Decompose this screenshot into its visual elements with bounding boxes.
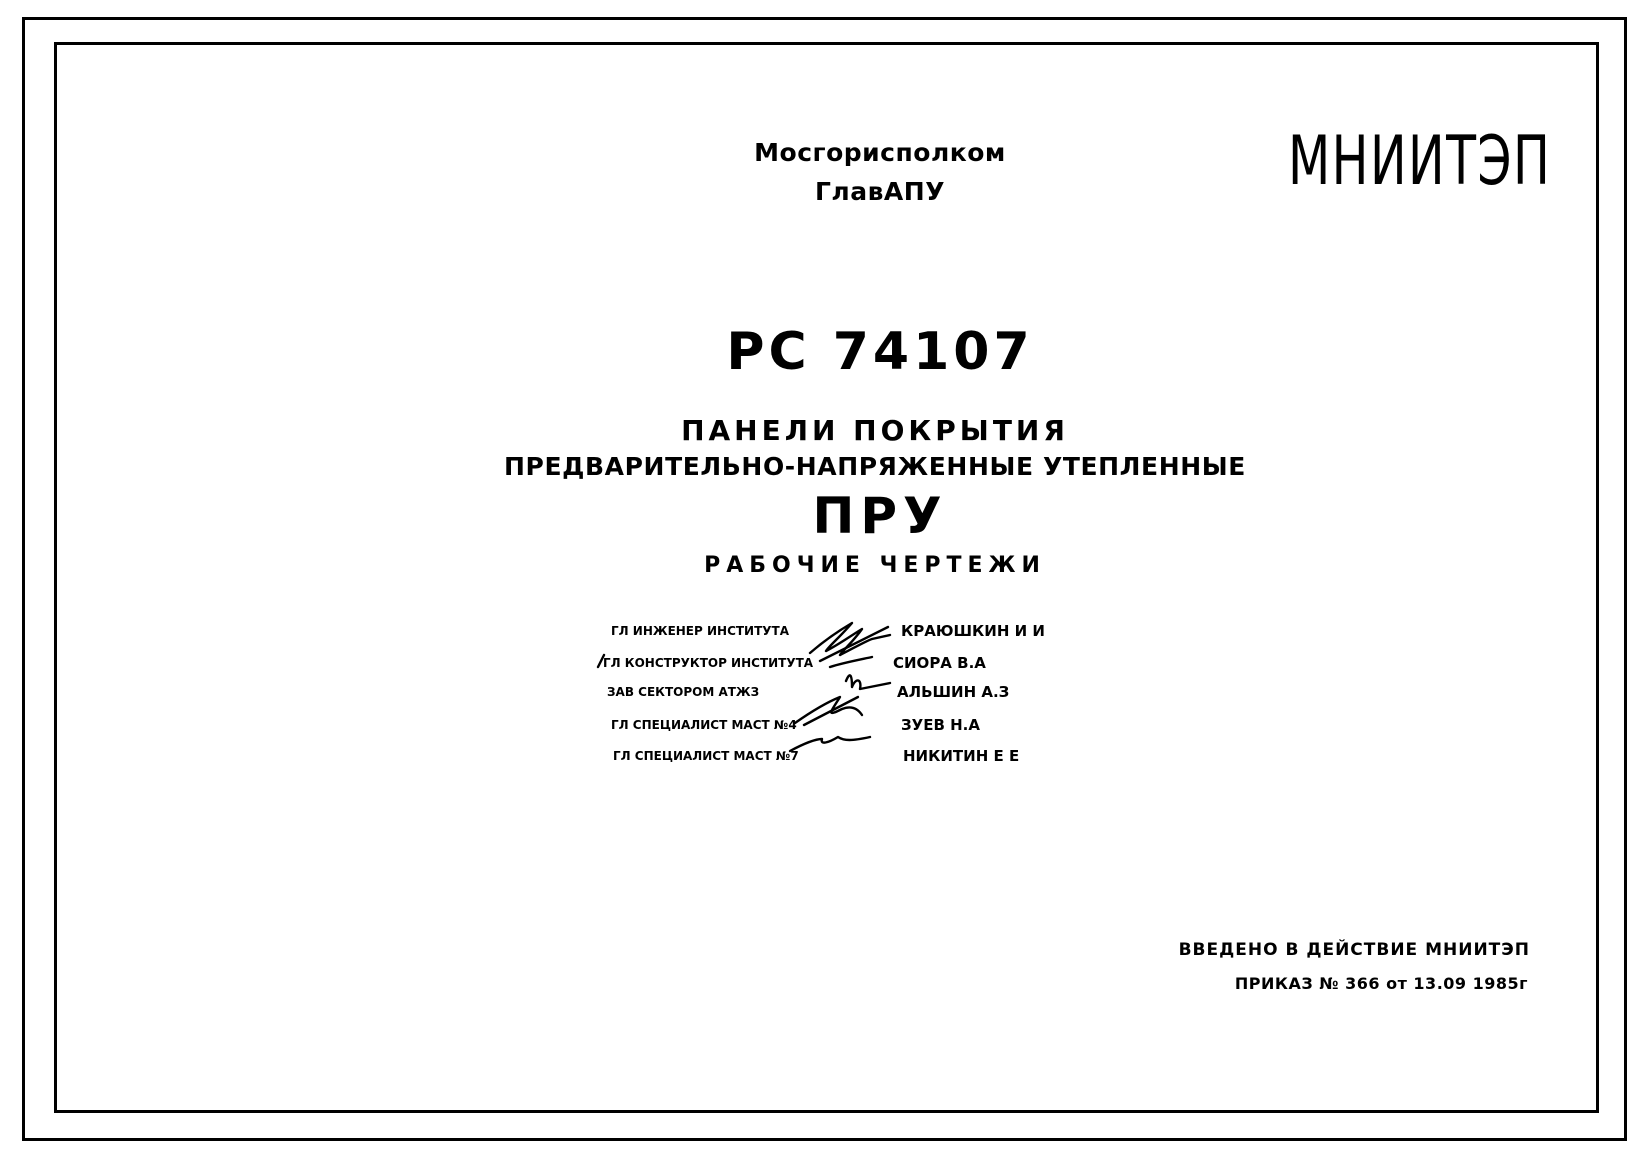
signature-role: ГЛ ИНЖЕНЕР ИНСТИТУТА [611, 624, 790, 638]
signature-scribble-3 [846, 675, 890, 689]
signature-name: КРАЮШКИН И И [901, 622, 1045, 640]
organization-line-2: ГлавАПУ [815, 177, 945, 206]
signature-name: ЗУЕВ Н.А [901, 716, 980, 734]
signature-scribble-1b [820, 627, 888, 661]
signature-scribble-1 [810, 623, 890, 655]
introduction-notice: ВВЕДЕНО В ДЕЙСТВИЕ МНИИТЭП [1178, 940, 1530, 960]
signature-role: ЗАВ СЕКТОРОМ АТЖЗ [607, 685, 760, 699]
signature-role: ГЛ СПЕЦИАЛИСТ МАСТ №4 [611, 718, 797, 732]
document-code: РС 74107 [726, 322, 1034, 382]
title-line-1: ПАНЕЛИ ПОКРЫТИЯ [681, 414, 1069, 447]
order-reference: ПРИКАЗ № 366 от 13.09 1985г [1234, 974, 1528, 993]
signature-role: ГЛ КОНСТРУКТОР ИНСТИТУТА [603, 656, 814, 670]
signature-role: ГЛ СПЕЦИАЛИСТ МАСТ №7 [613, 749, 799, 763]
series-code: ПРУ [812, 487, 948, 545]
title-line-2: ПРЕДВАРИТЕЛЬНО-НАПРЯЖЕННЫЕ УТЕПЛЕННЫЕ [504, 452, 1246, 481]
document-subtitle: РАБОЧИЕ ЧЕРТЕЖИ [704, 553, 1046, 578]
signature-name: НИКИТИН Е Е [903, 747, 1020, 765]
signature-scribble-5 [790, 737, 870, 751]
signature-scribble-4 [795, 697, 862, 725]
handwritten-signatures [590, 605, 1020, 775]
signature-name: СИОРА В.А [893, 654, 986, 672]
signature-name: АЛЬШИН А.З [897, 683, 1010, 701]
institute-logo-text: МНИИТЭП [1288, 122, 1552, 201]
organization-line-1: Мосгорисполком [754, 138, 1006, 167]
